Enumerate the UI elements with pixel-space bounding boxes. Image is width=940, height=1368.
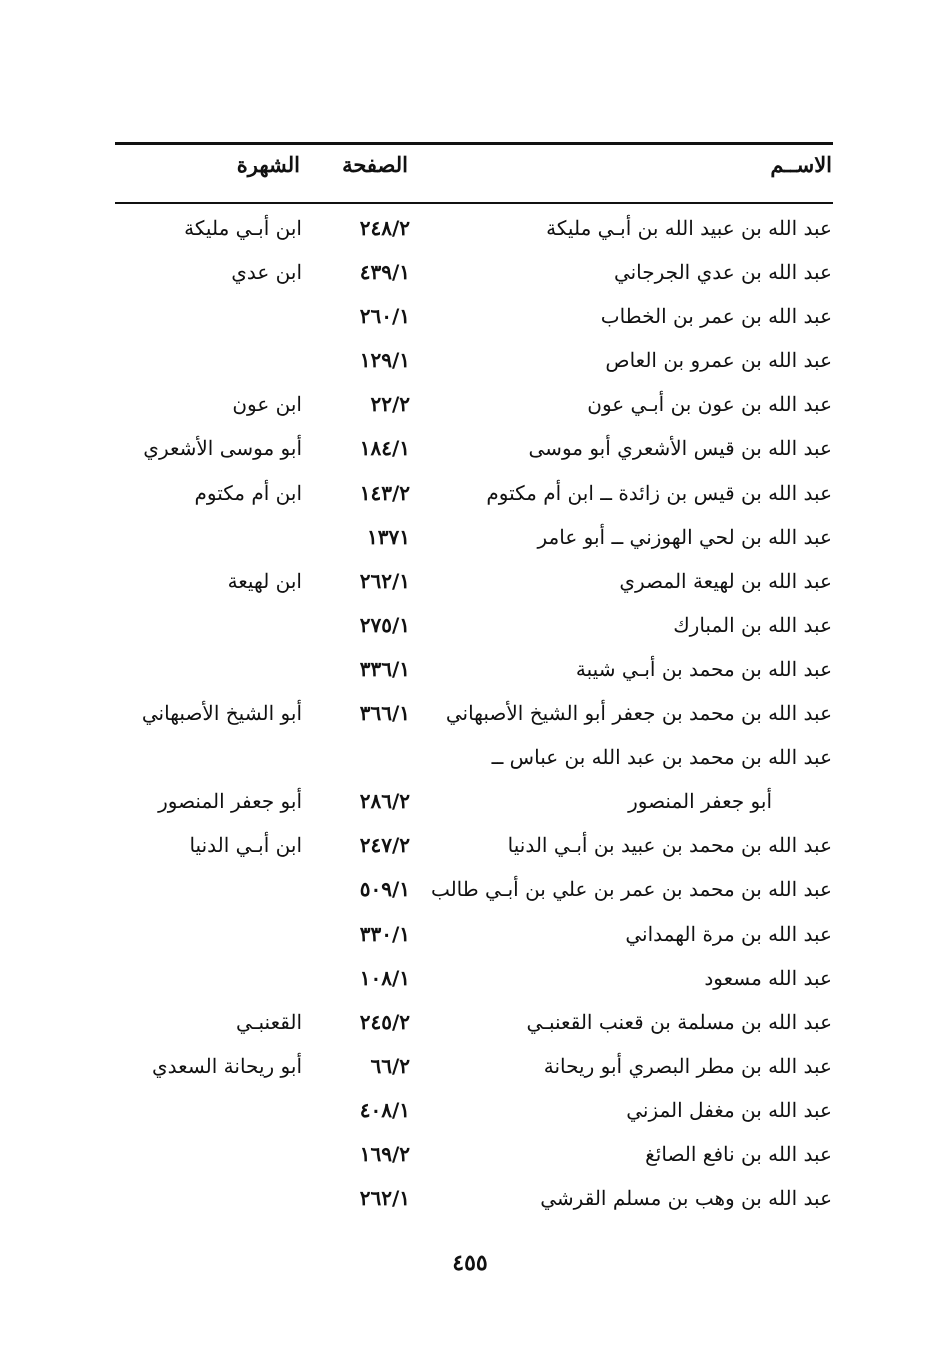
entry-name: عبد الله بن مطر البصري أبو ريحانة xyxy=(543,1053,832,1078)
table-row xyxy=(0,1004,940,1048)
index-table xyxy=(0,210,940,1224)
entry-name: عبد الله بن لحي الهوزني ــ أبو عامر xyxy=(537,524,832,549)
entry-fame: القعنبـي xyxy=(235,1009,302,1034)
entry-fame: أبو ريحانة السعدي xyxy=(152,1053,302,1078)
entry-name: عبد الله بن عون بن أبـي عون xyxy=(587,392,832,417)
header-rule xyxy=(115,202,833,204)
entry-name: عبد الله بن مغفل المزني xyxy=(626,1097,832,1122)
page-number: ٤٥٥ xyxy=(452,1250,488,1276)
entry-page: ٤٣٩/١ xyxy=(359,260,410,285)
entry-page: ٢٦٢/١ xyxy=(359,1186,410,1211)
table-row xyxy=(0,916,940,960)
entry-name: عبد الله بن عدي الجرجاني xyxy=(613,260,832,285)
table-row xyxy=(0,254,940,298)
entry-name: عبد الله بن محمد بن عمر بن علي بن أبـي طالب xyxy=(430,877,832,902)
entry-name: عبد الله بن عمر بن الخطاب xyxy=(600,304,832,329)
entry-page: ٢٤٧/٢ xyxy=(359,833,410,858)
entry-name: عبد الله بن محمد بن أبـي شيبة xyxy=(575,656,832,681)
header-page: الصفحة xyxy=(342,152,408,177)
table-row xyxy=(0,298,940,342)
table-row xyxy=(0,695,940,739)
entry-name: عبد الله بن قيس بن زائدة ــ ابن أم مكتوم xyxy=(486,480,832,505)
entry-name: عبد الله بن مسلمة بن قعنب القعنبـي xyxy=(526,1009,832,1034)
entry-fame: أبو موسى الأشعري xyxy=(143,436,302,461)
entry-name: عبد الله بن قيس الأشعري أبو موسى xyxy=(528,436,832,461)
entry-page: ٣٣٦/١ xyxy=(359,656,410,681)
entry-name: عبد الله بن محمد بن عبيد بن أبـي الدنيا xyxy=(507,833,832,858)
entry-page: ٢٨٦/٢ xyxy=(359,789,410,814)
table-row xyxy=(0,607,940,651)
entry-page: ٢٤٨/٢ xyxy=(359,216,410,240)
entry-name: عبد الله بن نافع الصائغ xyxy=(645,1141,832,1166)
table-row xyxy=(0,1048,940,1092)
entry-page: ١٤٣/٢ xyxy=(359,480,410,505)
table-row xyxy=(0,342,940,386)
entry-page: ٤٠٨/١ xyxy=(359,1097,410,1122)
entry-page: ١٣٧١ xyxy=(367,524,410,549)
table-row xyxy=(0,519,940,563)
entry-name: عبد الله بن المبارك xyxy=(673,612,832,637)
entry-name: عبد الله بن محمد بن عبد الله بن عباس ــ xyxy=(491,745,832,770)
table-row xyxy=(0,386,940,430)
entry-name: عبد الله بن عمرو بن العاص xyxy=(605,348,832,373)
table-row xyxy=(0,739,940,783)
entry-fame: ابن عون xyxy=(232,392,302,417)
entry-page: ١٦٩/٢ xyxy=(359,1141,410,1166)
entry-page: ١٨٤/١ xyxy=(359,436,410,461)
entry-fame: ابن أبـي مليكة xyxy=(184,216,302,240)
table-row xyxy=(0,563,940,607)
entry-page: ٢٦٢/١ xyxy=(359,568,410,593)
entry-fame: أبو الشيخ الأصبهاني xyxy=(141,701,302,726)
entry-page: ٢٢/٢ xyxy=(370,392,410,417)
header-fame: الشهرة xyxy=(236,152,300,177)
entry-fame: ابن أم مكتوم xyxy=(194,480,302,505)
entry-page: ٣٣٠/١ xyxy=(359,921,410,946)
entry-page: ١٠٨/١ xyxy=(359,965,410,990)
entry-name: عبد الله بن عبيد الله بن أبـي مليكة xyxy=(546,216,832,240)
table-row xyxy=(0,871,940,915)
top-rule xyxy=(115,142,833,145)
table-row xyxy=(0,783,940,827)
table-row xyxy=(0,827,940,871)
table-row xyxy=(0,960,940,1004)
entry-page: ٢٧٥/١ xyxy=(359,612,410,637)
entry-name: عبد الله مسعود xyxy=(704,965,832,990)
table-row xyxy=(0,1136,940,1180)
entry-page: ١٢٩/١ xyxy=(359,348,410,373)
entry-name: عبد الله بن مرة الهمداني xyxy=(625,921,832,946)
entry-fame: ابن لهيعة xyxy=(227,568,302,593)
entry-fame: ابن عدي xyxy=(231,260,302,285)
header-name: الاســم xyxy=(770,152,832,177)
entry-page: ٢٦٠/١ xyxy=(359,304,410,329)
entry-page: ٣٦٦/١ xyxy=(359,701,410,726)
table-row xyxy=(0,430,940,474)
entry-page: ٥٠٩/١ xyxy=(359,877,410,902)
entry-name: عبد الله بن محمد بن جعفر أبو الشيخ الأصبهاني xyxy=(445,701,832,726)
entry-page: ٦٦/٢ xyxy=(370,1053,410,1078)
entry-name: أبو جعفر المنصور xyxy=(628,789,772,814)
entry-name: عبد الله بن لهيعة المصري xyxy=(619,568,832,593)
table-row xyxy=(0,1180,940,1224)
table-row xyxy=(0,651,940,695)
table-row xyxy=(0,475,940,519)
entry-page: ٢٤٥/٢ xyxy=(359,1009,410,1034)
entry-fame: ابن أبـي الدنيا xyxy=(189,833,302,858)
table-row xyxy=(0,1092,940,1136)
entry-fame: أبو جعفر المنصور xyxy=(158,789,302,814)
table-row xyxy=(0,210,940,254)
entry-name: عبد الله بن وهب بن مسلم القرشي xyxy=(540,1186,832,1211)
